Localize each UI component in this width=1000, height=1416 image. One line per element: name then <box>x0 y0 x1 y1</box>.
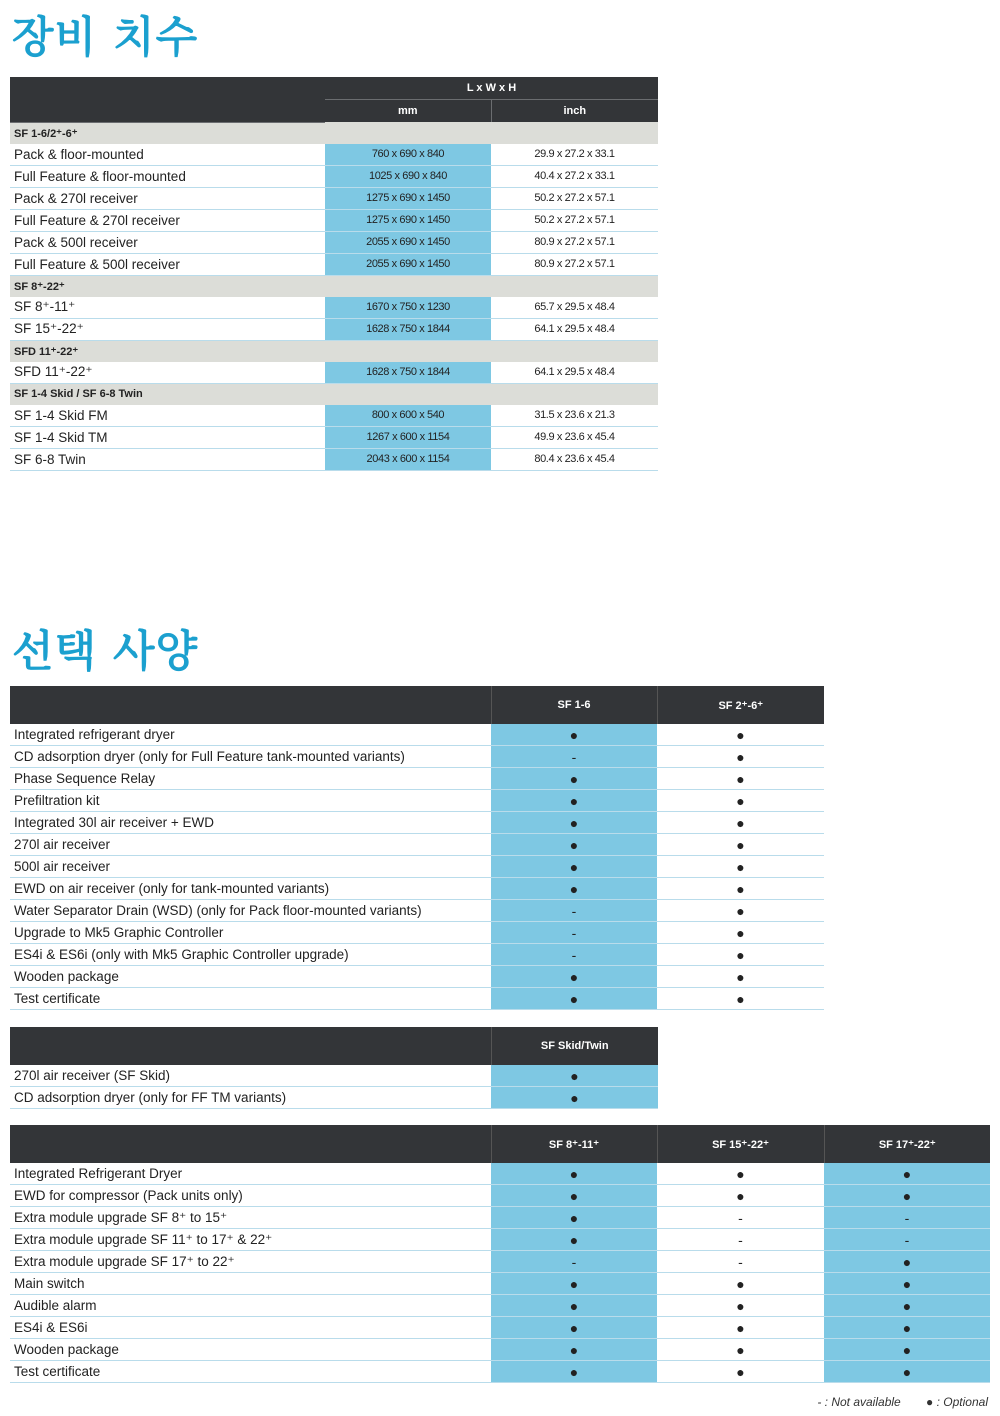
group-label: SF 1-6/2⁺-6⁺ <box>10 122 658 144</box>
column-header: SF 17⁺-22⁺ <box>824 1125 990 1163</box>
option-label: Test certificate <box>10 1361 491 1383</box>
availability-cell: ● <box>824 1295 990 1317</box>
table-row <box>10 1163 990 1185</box>
table-row <box>10 922 824 944</box>
availability-cell: ● <box>657 1361 824 1383</box>
row-label: Full Feature & 500l receiver <box>10 253 325 275</box>
group-label: SFD 11⁺-22⁺ <box>10 340 658 362</box>
option-label: Phase Sequence Relay <box>10 768 491 790</box>
table-row <box>10 1185 990 1207</box>
table-row <box>10 790 824 812</box>
options-title: 선택 사양 <box>12 627 199 677</box>
table-row <box>10 1317 990 1339</box>
table-row <box>10 1361 990 1383</box>
option-label: ES4i & ES6i (only with Mk5 Graphic Controller upgrade) <box>10 944 491 966</box>
dimensions-table <box>10 77 658 471</box>
group-row <box>10 340 658 362</box>
table-row <box>10 856 824 878</box>
inch-value: 50.2 x 27.2 x 57.1 <box>491 209 658 231</box>
availability-cell: ● <box>491 790 657 812</box>
column-header: SF Skid/Twin <box>491 1027 658 1065</box>
availability-cell: - <box>824 1207 990 1229</box>
availability-cell: ● <box>657 1163 824 1185</box>
availability-cell: ● <box>491 988 657 1010</box>
table-row <box>10 812 824 834</box>
availability-cell: ● <box>657 900 824 922</box>
availability-cell: ● <box>491 1065 658 1087</box>
option-label: Wooden package <box>10 1339 491 1361</box>
table-row <box>10 724 824 746</box>
availability-cell: ● <box>491 768 657 790</box>
column-header: SF 15⁺-22⁺ <box>657 1125 824 1163</box>
table-row <box>10 900 824 922</box>
availability-cell: - <box>657 1229 824 1251</box>
inch-value: 80.9 x 27.2 x 57.1 <box>491 253 658 275</box>
group-label: SF 1-4 Skid / SF 6-8 Twin <box>10 383 658 405</box>
dimensions-body <box>10 122 658 470</box>
option-label: Audible alarm <box>10 1295 491 1317</box>
table-row <box>10 362 658 384</box>
legend-optional: ● : Optional <box>926 1395 988 1409</box>
availability-cell: ● <box>824 1361 990 1383</box>
availability-cell: - <box>824 1229 990 1251</box>
option-label: CD adsorption dryer (only for Full Feature tank-mounted variants) <box>10 746 491 768</box>
availability-cell: ● <box>657 966 824 988</box>
availability-cell: ● <box>657 834 824 856</box>
availability-cell: ● <box>824 1185 990 1207</box>
availability-cell: - <box>491 944 657 966</box>
mm-value: 1275 x 690 x 1450 <box>325 187 491 209</box>
inch-value: 40.4 x 27.2 x 33.1 <box>491 165 658 187</box>
table-row <box>10 966 824 988</box>
availability-cell: ● <box>657 790 824 812</box>
option-label: Integrated Refrigerant Dryer <box>10 1163 491 1185</box>
group-row <box>10 383 658 405</box>
table-row <box>10 878 824 900</box>
table-row <box>10 944 824 966</box>
availability-cell: ● <box>657 812 824 834</box>
availability-cell: - <box>657 1251 824 1273</box>
option-label: Extra module upgrade SF 11⁺ to 17⁺ & 22⁺ <box>10 1229 491 1251</box>
availability-cell: ● <box>491 1229 657 1251</box>
legend-not-available: - : Not available <box>817 1395 901 1409</box>
mm-value: 1670 x 750 x 1230 <box>325 297 491 319</box>
row-label: Full Feature & floor-mounted <box>10 165 325 187</box>
column-header: SF 8⁺-11⁺ <box>491 1125 657 1163</box>
table-row <box>10 187 658 209</box>
row-label: SF 15⁺-22⁺ <box>10 318 325 340</box>
availability-cell: ● <box>491 1317 657 1339</box>
availability-cell: ● <box>657 878 824 900</box>
group-label: SF 8⁺-22⁺ <box>10 275 658 297</box>
availability-cell: ● <box>824 1339 990 1361</box>
table-row <box>10 1273 990 1295</box>
mm-value: 2055 x 690 x 1450 <box>325 231 491 253</box>
table-row <box>10 426 658 448</box>
options-table-sf8-22 <box>10 1125 990 1383</box>
option-label: ES4i & ES6i <box>10 1317 491 1339</box>
dimensions-title: 장비 치수 <box>12 13 199 63</box>
availability-cell: ● <box>657 856 824 878</box>
group-row <box>10 275 658 297</box>
table-row <box>10 1251 990 1273</box>
table-row <box>10 318 658 340</box>
row-label: SF 1-4 Skid FM <box>10 405 325 427</box>
options-table-sf1-6 <box>10 686 824 1010</box>
table-row <box>10 231 658 253</box>
row-label: SF 1-4 Skid TM <box>10 426 325 448</box>
availability-cell: ● <box>657 724 824 746</box>
option-label: EWD on air receiver (only for tank-mounted variants) <box>10 878 491 900</box>
option-label: 270l air receiver <box>10 834 491 856</box>
availability-cell: - <box>491 1251 657 1273</box>
table-row <box>10 297 658 319</box>
availability-cell: ● <box>657 746 824 768</box>
inch-value: 65.7 x 29.5 x 48.4 <box>491 297 658 319</box>
option-label: 270l air receiver (SF Skid) <box>10 1065 491 1087</box>
row-label: Pack & floor-mounted <box>10 144 325 166</box>
table-row <box>10 1229 990 1251</box>
inch-value: 64.1 x 29.5 x 48.4 <box>491 318 658 340</box>
table-row <box>10 1295 990 1317</box>
availability-cell: ● <box>491 834 657 856</box>
column-header: SF 1-6 <box>491 686 657 724</box>
availability-cell: ● <box>657 1295 824 1317</box>
availability-cell: ● <box>824 1317 990 1339</box>
mm-value: 1628 x 750 x 1844 <box>325 318 491 340</box>
availability-cell: - <box>491 900 657 922</box>
mm-value: 2043 x 600 x 1154 <box>325 448 491 470</box>
option-label: Integrated refrigerant dryer <box>10 724 491 746</box>
availability-cell: - <box>657 1207 824 1229</box>
table-row <box>10 253 658 275</box>
availability-cell: ● <box>491 878 657 900</box>
availability-cell: ● <box>491 966 657 988</box>
inch-value: 64.1 x 29.5 x 48.4 <box>491 362 658 384</box>
mm-value: 760 x 690 x 840 <box>325 144 491 166</box>
availability-cell: ● <box>491 856 657 878</box>
table-row <box>10 405 658 427</box>
availability-cell: ● <box>491 1361 657 1383</box>
availability-cell: ● <box>491 1295 657 1317</box>
availability-cell: ● <box>491 1185 657 1207</box>
availability-cell: ● <box>824 1163 990 1185</box>
mm-value: 2055 x 690 x 1450 <box>325 253 491 275</box>
group-row <box>10 122 658 144</box>
table-row <box>10 988 824 1010</box>
mm-value: 1628 x 750 x 1844 <box>325 362 491 384</box>
option-label: EWD for compressor (Pack units only) <box>10 1185 491 1207</box>
availability-cell: ● <box>657 944 824 966</box>
header-lwh: L x W x H <box>325 77 658 100</box>
option-label: Upgrade to Mk5 Graphic Controller <box>10 922 491 944</box>
table-row <box>10 1339 990 1361</box>
availability-cell: ● <box>657 1273 824 1295</box>
availability-cell: ● <box>657 1339 824 1361</box>
option-label: 500l air receiver <box>10 856 491 878</box>
availability-cell: ● <box>491 1273 657 1295</box>
option-label: CD adsorption dryer (only for FF TM variants) <box>10 1087 491 1109</box>
option-label: Water Separator Drain (WSD) (only for Pack floor-mounted variants) <box>10 900 491 922</box>
table-row <box>10 448 658 470</box>
availability-cell: ● <box>657 922 824 944</box>
header-mm: mm <box>325 100 491 123</box>
availability-cell: ● <box>491 812 657 834</box>
option-label: Test certificate <box>10 988 491 1010</box>
inch-value: 31.5 x 23.6 x 21.3 <box>491 405 658 427</box>
inch-value: 49.9 x 23.6 x 45.4 <box>491 426 658 448</box>
row-label: SFD 11⁺-22⁺ <box>10 362 325 384</box>
header-inch: inch <box>491 100 658 123</box>
header-blank <box>10 1027 491 1065</box>
table-row <box>10 209 658 231</box>
option-label: Prefiltration kit <box>10 790 491 812</box>
inch-value: 80.9 x 27.2 x 57.1 <box>491 231 658 253</box>
row-label: SF 8⁺-11⁺ <box>10 297 325 319</box>
table-row <box>10 144 658 166</box>
availability-cell: ● <box>657 1317 824 1339</box>
availability-cell: - <box>491 922 657 944</box>
availability-cell: ● <box>491 1087 658 1109</box>
table-row <box>10 1065 658 1087</box>
mm-value: 1267 x 600 x 1154 <box>325 426 491 448</box>
option-label: Extra module upgrade SF 8⁺ to 15⁺ <box>10 1207 491 1229</box>
header-blank <box>10 77 325 122</box>
options-table-skid-twin <box>10 1027 658 1109</box>
availability-cell: ● <box>491 1163 657 1185</box>
availability-cell: ● <box>657 988 824 1010</box>
header-blank <box>10 686 491 724</box>
column-header: SF 2⁺-6⁺ <box>657 686 824 724</box>
row-label: SF 6-8 Twin <box>10 448 325 470</box>
row-label: Full Feature & 270l receiver <box>10 209 325 231</box>
table-row <box>10 746 824 768</box>
mm-value: 1275 x 690 x 1450 <box>325 209 491 231</box>
availability-cell: ● <box>657 768 824 790</box>
row-label: Pack & 500l receiver <box>10 231 325 253</box>
row-label: Pack & 270l receiver <box>10 187 325 209</box>
availability-cell: ● <box>657 1185 824 1207</box>
legend <box>795 1395 988 1409</box>
table-row <box>10 165 658 187</box>
header-blank <box>10 1125 491 1163</box>
option-label: Wooden package <box>10 966 491 988</box>
inch-value: 50.2 x 27.2 x 57.1 <box>491 187 658 209</box>
mm-value: 800 x 600 x 540 <box>325 405 491 427</box>
table-row <box>10 768 824 790</box>
mm-value: 1025 x 690 x 840 <box>325 165 491 187</box>
availability-cell: ● <box>824 1251 990 1273</box>
inch-value: 29.9 x 27.2 x 33.1 <box>491 144 658 166</box>
availability-cell: ● <box>824 1273 990 1295</box>
availability-cell: ● <box>491 1207 657 1229</box>
availability-cell: ● <box>491 1339 657 1361</box>
availability-cell: - <box>491 746 657 768</box>
table-row <box>10 1207 990 1229</box>
option-label: Main switch <box>10 1273 491 1295</box>
option-label: Extra module upgrade SF 17⁺ to 22⁺ <box>10 1251 491 1273</box>
availability-cell: ● <box>491 724 657 746</box>
inch-value: 80.4 x 23.6 x 45.4 <box>491 448 658 470</box>
table-row <box>10 1087 658 1109</box>
option-label: Integrated 30l air receiver + EWD <box>10 812 491 834</box>
table-row <box>10 834 824 856</box>
